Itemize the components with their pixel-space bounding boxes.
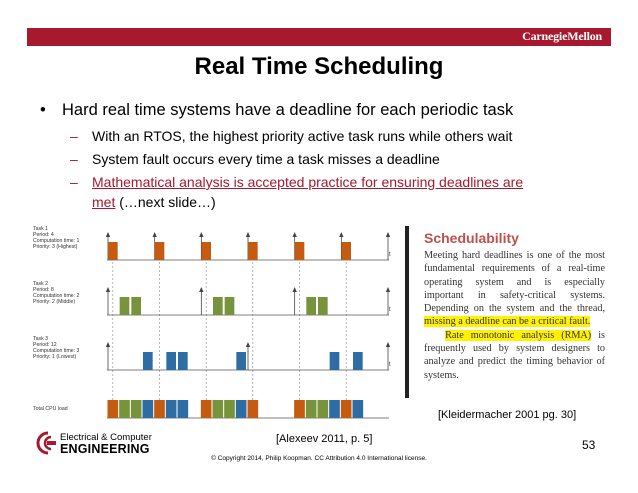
- subbullet-rtos: [70, 128, 512, 144]
- header-bar: [27, 28, 611, 46]
- task-period-label: Period: 8: [33, 287, 54, 293]
- subbullet-analysis-cont: [92, 194, 216, 210]
- task-execution-block: [330, 352, 340, 370]
- release-arrowhead: [386, 287, 390, 292]
- cpu-load-block: [294, 400, 305, 418]
- task-execution-block: [341, 242, 351, 260]
- task-execution-block: [178, 352, 188, 370]
- task-execution-block: [201, 242, 211, 260]
- excerpt-highlight-2: Rate monotonic analysis (RMA): [445, 329, 592, 341]
- page-number: 53: [582, 438, 596, 452]
- subbullet-fault: [70, 151, 440, 167]
- task-name-label: Task 3: [33, 336, 48, 342]
- subbullet-analysis: [70, 174, 523, 190]
- task-execution-block: [155, 242, 165, 260]
- main-bullet: [40, 101, 513, 120]
- task-timeline-figure: [29, 218, 395, 425]
- copyright-notice: © Copyright 2014, Philip Koopman. CC Attribution 4.0 International license.: [211, 455, 427, 462]
- release-arrowhead: [106, 287, 110, 292]
- time-axis-label: t: [389, 252, 391, 258]
- release-arrowhead: [152, 232, 156, 237]
- cpu-load-label: Total CPU load: [33, 406, 68, 412]
- ece-logo: [36, 430, 166, 456]
- release-arrowhead: [106, 232, 110, 237]
- cpu-load-block: [166, 400, 177, 418]
- task-execution-block: [120, 297, 130, 315]
- task-period-label: Period: 12: [33, 342, 57, 348]
- citation-kleidermacher: [Kleidermacher 2001 pg. 30]: [438, 409, 577, 421]
- release-arrowhead: [246, 232, 250, 237]
- cpu-load-block: [131, 400, 142, 418]
- task-execution-block: [248, 242, 258, 260]
- cpu-load-block: [224, 400, 235, 418]
- task-execution-block: [213, 297, 223, 315]
- cpu-load-block: [213, 400, 224, 418]
- task-execution-block: [225, 297, 235, 315]
- subbullet-fault-text: System fault occurs every time a task misses a deadline: [92, 151, 440, 167]
- dash-icon: –: [70, 174, 78, 190]
- release-arrowhead: [199, 232, 203, 237]
- task-name-label: Task 1: [33, 226, 48, 232]
- cpu-load-block: [236, 400, 247, 418]
- release-arrowhead: [386, 342, 390, 347]
- task-computation-label: Computation time: 2: [33, 293, 80, 299]
- analysis-link[interactable]: Mathematical analysis is accepted practice for ensuring deadlines are: [92, 174, 524, 190]
- subbullet-rtos-text: With an RTOS, the highest priority active task runs while others wait: [92, 128, 513, 144]
- time-axis-label: t: [389, 362, 391, 368]
- task-execution-block: [295, 242, 305, 260]
- cpu-load-block: [341, 400, 352, 418]
- cpu-load-block: [108, 400, 119, 418]
- task-priority-label: Priority: 2 (Middle): [33, 299, 76, 305]
- main-bullet-text: Hard real time systems have a deadline for each periodic task: [62, 101, 514, 119]
- excerpt-para2: is frequently used by system designers to analyze and predict the timing behavior of systems.: [424, 329, 606, 381]
- release-arrowhead: [292, 287, 296, 292]
- next-slide-note: (…next slide…): [115, 194, 216, 210]
- bullet-dot-icon: •: [40, 101, 46, 119]
- excerpt-para1: Meeting hard deadlines is one of the most fundamental requirements of a real-time operating system and is especially important in safety-critical systems. Depending on the system and the thread,: [424, 250, 605, 315]
- cpu-load-block: [318, 400, 329, 418]
- ece-emblem-icon: [36, 430, 58, 456]
- task-execution-block: [166, 352, 176, 370]
- task-priority-label: Priority: 1 (Lowest): [33, 354, 77, 360]
- release-arrowhead: [246, 342, 250, 347]
- task-execution-block: [108, 242, 118, 260]
- cpu-load-block: [201, 400, 212, 418]
- excerpt-body: [424, 249, 605, 382]
- task-execution-block: [353, 352, 363, 370]
- schedulability-excerpt: [405, 226, 605, 406]
- excerpt-highlight-1: missing a deadline can be a critical fault.: [424, 316, 591, 328]
- cpu-load-block: [119, 400, 130, 418]
- task-execution-block: [318, 297, 328, 315]
- excerpt-side-bar: [405, 226, 409, 398]
- cpu-load-block: [306, 400, 317, 418]
- ece-logo-line1: Electrical & Computer: [60, 432, 152, 443]
- cmu-logo: CarnegieMellon: [522, 29, 602, 43]
- task-execution-block: [131, 297, 141, 315]
- cpu-load-block: [329, 400, 340, 418]
- task-execution-block: [236, 352, 246, 370]
- release-arrowhead: [386, 232, 390, 237]
- release-arrowhead: [339, 232, 343, 237]
- dash-icon: –: [70, 128, 78, 144]
- cpu-load-block: [154, 400, 165, 418]
- citation-alexeev: [Alexeev 2011, p. 5]: [276, 433, 373, 445]
- slide-title: Real Time Scheduling: [194, 53, 444, 80]
- cpu-load-block: [353, 400, 364, 418]
- analysis-link-cont[interactable]: met: [92, 194, 116, 210]
- cpu-load-block: [143, 400, 154, 418]
- excerpt-heading: Schedulability: [424, 230, 519, 246]
- release-arrowhead: [106, 342, 110, 347]
- task-execution-block: [143, 352, 153, 370]
- cpu-load-block: [248, 400, 259, 418]
- release-arrowhead: [199, 287, 203, 292]
- task-priority-label: Priority: 3 (Highest): [33, 244, 78, 250]
- release-arrowhead: [292, 232, 296, 237]
- task-period-label: Period: 4: [33, 232, 54, 238]
- task-name-label: Task 2: [33, 281, 48, 287]
- dash-icon: –: [70, 151, 78, 167]
- cpu-load-block: [178, 400, 189, 418]
- task-computation-label: Computation time: 3: [33, 348, 80, 354]
- ece-logo-line2: ENGINEERING: [60, 442, 150, 456]
- task-computation-label: Computation time: 1: [33, 238, 80, 244]
- time-axis-label: t: [389, 307, 391, 313]
- task-execution-block: [306, 297, 316, 315]
